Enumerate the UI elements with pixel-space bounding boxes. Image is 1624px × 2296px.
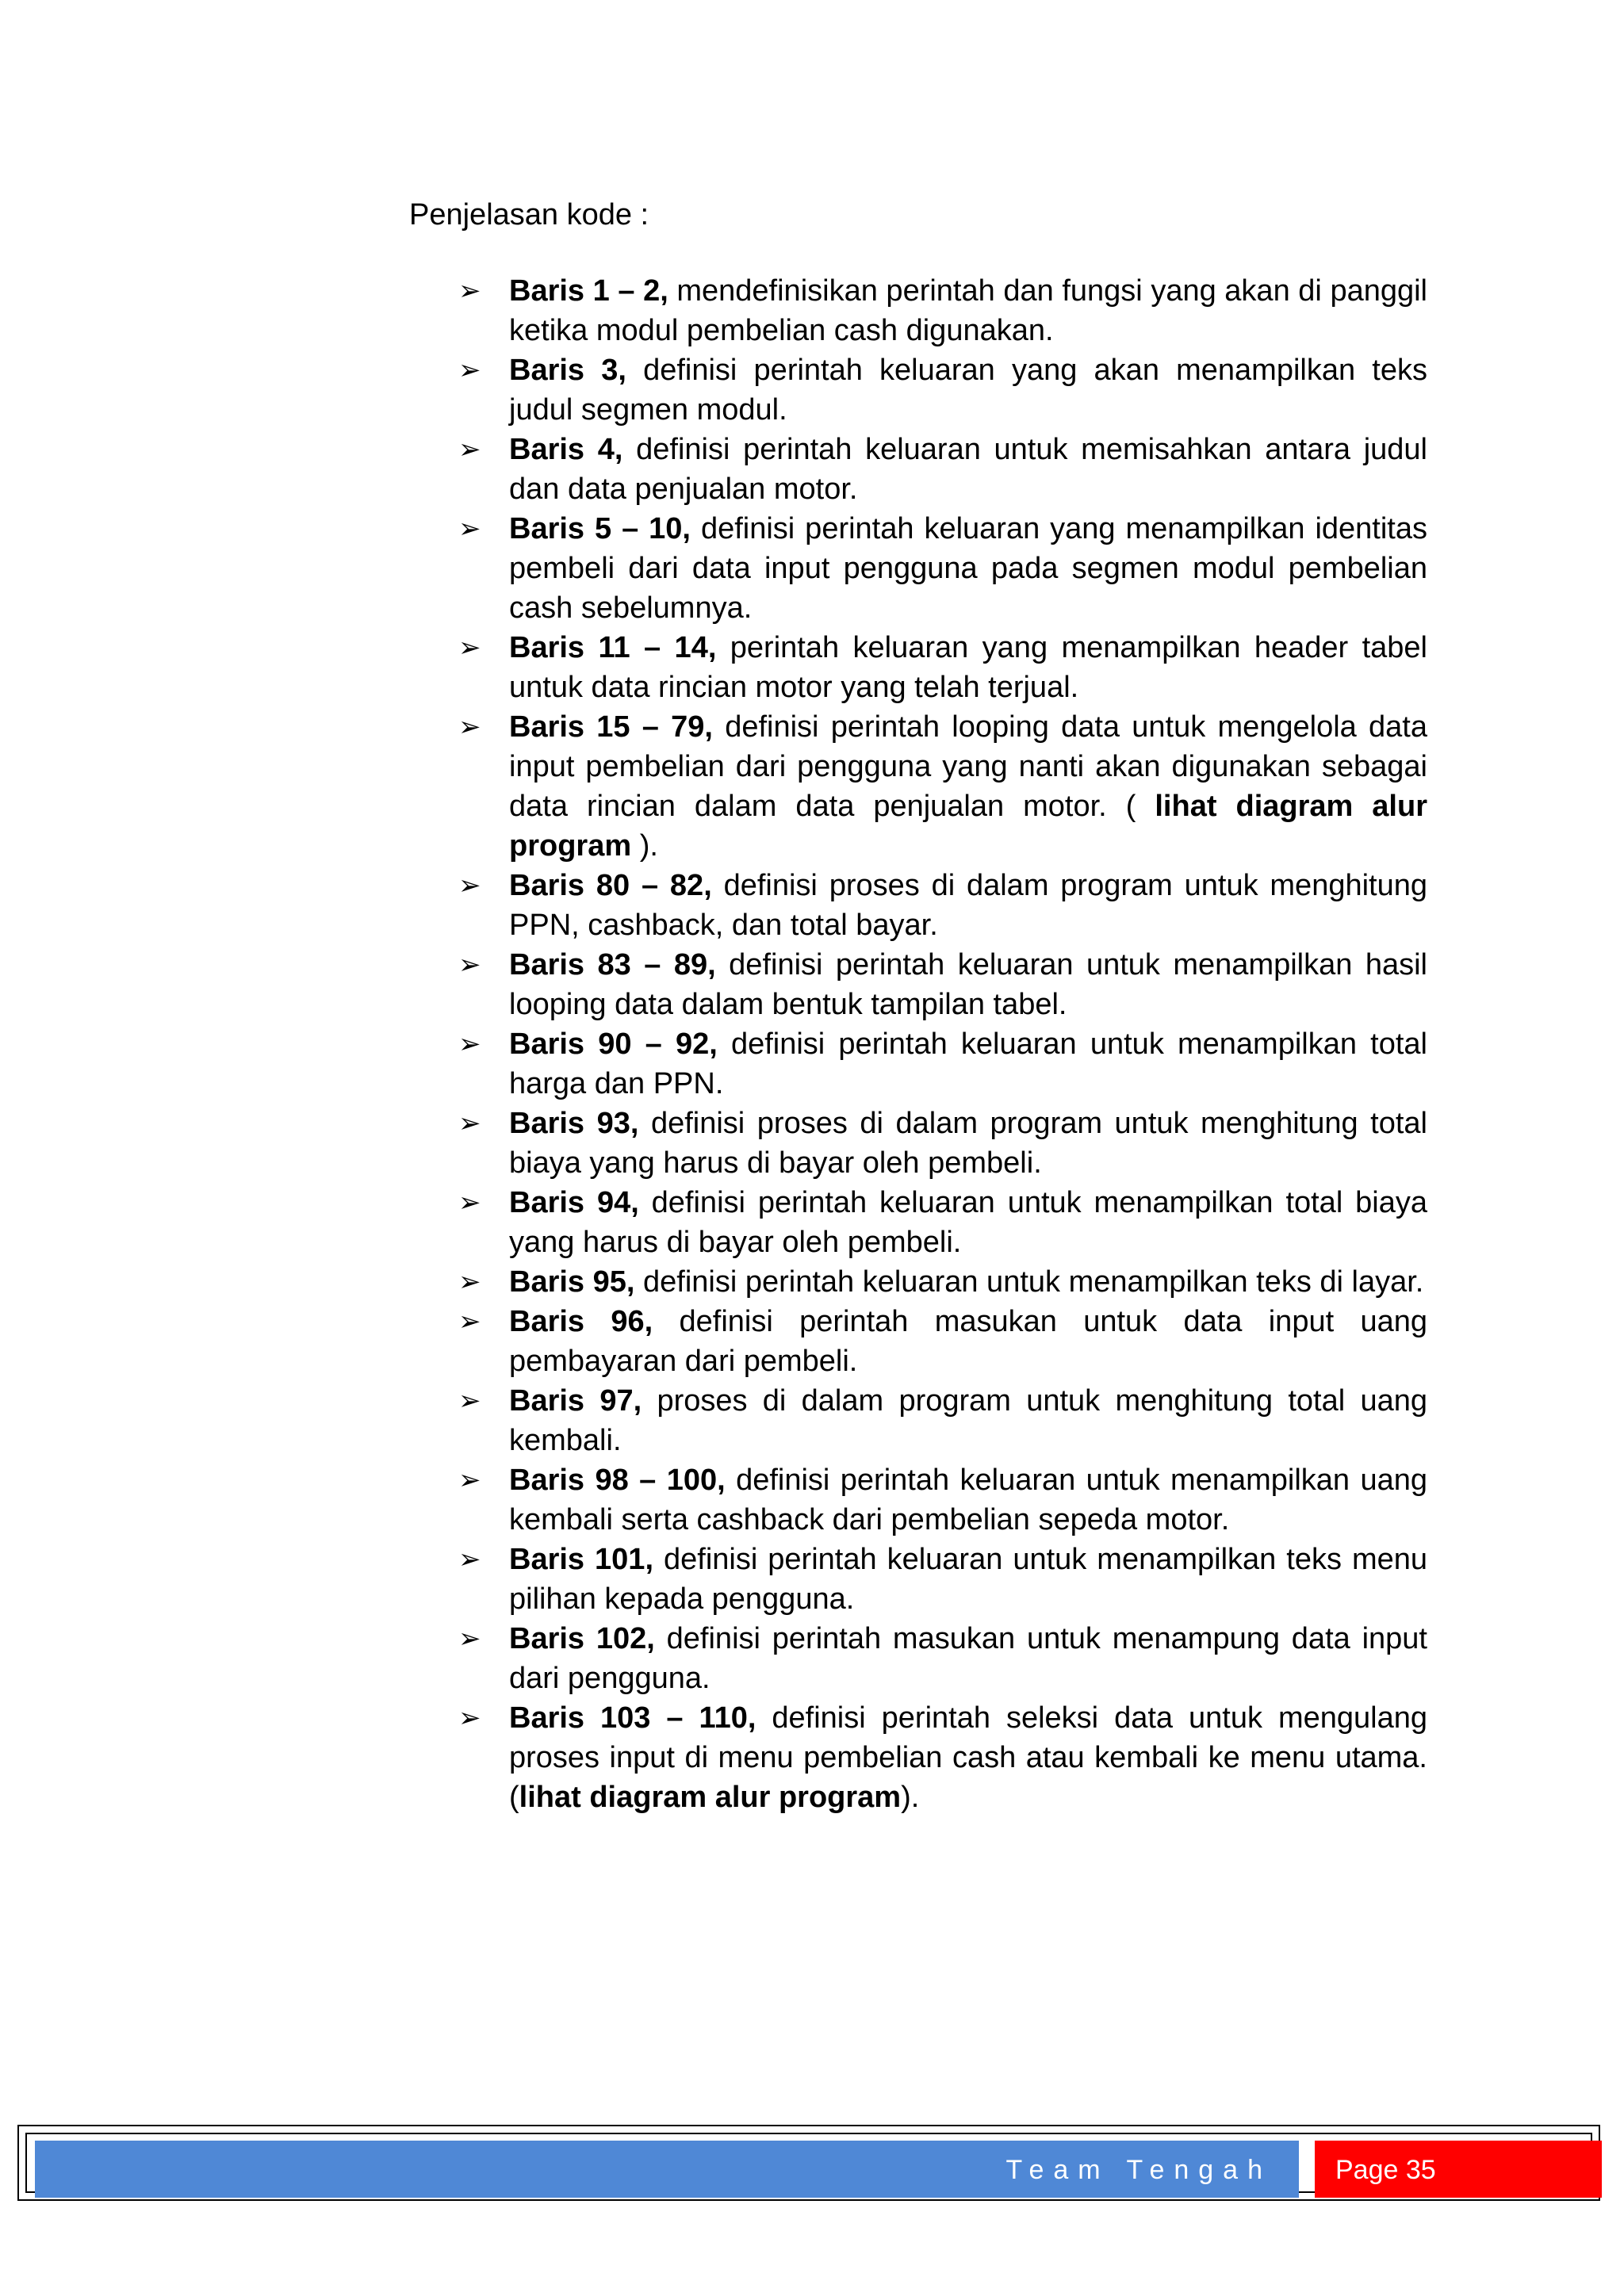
- page-number: Page 35: [1335, 2155, 1436, 2185]
- item-text: definisi perintah keluaran untuk menampilkan teks menu pilihan kepada pengguna.: [509, 1543, 1428, 1616]
- arrow-bullet-icon: ➢: [458, 949, 481, 981]
- arrow-bullet-icon: ➢: [458, 711, 481, 743]
- list-item: [458, 628, 1427, 707]
- item-label: Baris 96,: [509, 1305, 653, 1338]
- arrow-bullet-icon: ➢: [458, 1306, 481, 1337]
- item-label: Baris 3,: [509, 354, 626, 387]
- arrow-bullet-icon: ➢: [458, 1028, 481, 1060]
- intro-heading: Penjelasan kode :: [409, 198, 649, 232]
- item-text: definisi perintah keluaran untuk menampilkan teks di layar.: [634, 1265, 1424, 1299]
- item-label: Baris 4,: [509, 433, 623, 466]
- list-item: [458, 271, 1427, 350]
- item-text: definisi perintah masukan untuk menampung data input dari pengguna.: [509, 1622, 1427, 1695]
- item-label: Baris 97,: [509, 1384, 642, 1418]
- list-item: [458, 945, 1427, 1024]
- item-label: Baris 93,: [509, 1107, 639, 1140]
- item-label: Baris 1 – 2,: [509, 274, 668, 308]
- arrow-bullet-icon: ➢: [458, 1266, 481, 1298]
- item-label: Baris 11 – 14,: [509, 631, 717, 664]
- footer-frame: [25, 2133, 1592, 2193]
- arrow-bullet-icon: ➢: [458, 434, 481, 465]
- item-text: definisi perintah keluaran untuk menampilkan total harga dan PPN.: [509, 1027, 1427, 1100]
- arrow-bullet-icon: ➢: [458, 275, 481, 307]
- item-text: definisi perintah keluaran untuk menampilkan hasil looping data dalam bentuk tampilan tabel.: [509, 948, 1427, 1021]
- item-text: definisi perintah masukan untuk data input uang pembayaran dari pembeli.: [509, 1305, 1427, 1378]
- arrow-bullet-icon: ➢: [458, 354, 481, 386]
- item-label: Baris 102,: [509, 1622, 655, 1655]
- list-item: [458, 430, 1427, 509]
- list-item: [458, 1262, 1427, 1302]
- list-item: [458, 1540, 1427, 1619]
- item-text: definisi perintah keluaran yang akan menampilkan teks judul segmen modul.: [509, 354, 1427, 427]
- item-label: Baris 15 – 79,: [509, 710, 713, 744]
- arrow-bullet-icon: ➢: [458, 1544, 481, 1575]
- item-label: Baris 101,: [509, 1543, 654, 1576]
- item-text: definisi proses di dalam program untuk menghitung total biaya yang harus di bayar oleh pembeli.: [509, 1107, 1427, 1180]
- item-label: Baris 103 – 110,: [509, 1701, 756, 1735]
- item-text: definisi perintah keluaran yang menampilkan identitas pembeli dari data input pengguna pada segmen modul pembelian cash sebelumnya.: [509, 512, 1427, 625]
- item-text-end: ).: [901, 1781, 920, 1814]
- list-item: [458, 1619, 1427, 1698]
- list-item: [458, 1381, 1427, 1460]
- item-label: Baris 83 – 89,: [509, 948, 716, 982]
- list-item: [458, 866, 1427, 945]
- item-text: definisi perintah keluaran untuk memisahkan antara judul dan data penjualan motor.: [509, 433, 1427, 506]
- item-text: perintah keluaran yang menampilkan header tabel untuk data rincian motor yang telah terjual.: [509, 631, 1427, 704]
- item-text-end: ).: [631, 829, 658, 863]
- arrow-bullet-icon: ➢: [458, 513, 481, 545]
- item-reference: lihat diagram alur program: [509, 790, 1427, 863]
- list-item: [458, 350, 1427, 430]
- list-item: [458, 1183, 1427, 1262]
- arrow-bullet-icon: ➢: [458, 1385, 481, 1417]
- list-item: [458, 707, 1427, 866]
- list-item: [458, 509, 1427, 628]
- arrow-bullet-icon: ➢: [458, 1464, 481, 1496]
- item-text: definisi perintah keluaran untuk menampilkan total biaya yang harus di bayar oleh pembeli.: [509, 1186, 1427, 1259]
- arrow-bullet-icon: ➢: [458, 870, 481, 901]
- list-item: [458, 1024, 1427, 1104]
- list-item: [458, 1302, 1427, 1381]
- item-label: Baris 90 – 92,: [509, 1027, 718, 1061]
- arrow-bullet-icon: ➢: [458, 632, 481, 664]
- arrow-bullet-icon: ➢: [458, 1108, 481, 1139]
- item-text: definisi proses di dalam program untuk menghitung PPN, cashback, dan total bayar.: [509, 869, 1427, 942]
- item-label: Baris 95,: [509, 1265, 635, 1299]
- item-text: definisi perintah looping data untuk mengelola data input pembelian dari pengguna yang nanti akan digunakan sebagai data rincian dalam data penjualan motor. (: [509, 710, 1427, 823]
- footer-page-box: [1315, 2141, 1602, 2198]
- item-text: mendefinisikan perintah dan fungsi yang akan di panggil ketika modul pembelian cash digunakan.: [509, 274, 1428, 347]
- list-item: [458, 1698, 1427, 1817]
- item-label: Baris 80 – 82,: [509, 869, 712, 902]
- arrow-bullet-icon: ➢: [458, 1623, 481, 1655]
- footer-team-name: Team Tengah: [1005, 2155, 1272, 2185]
- item-reference: lihat diagram alur program: [519, 1781, 902, 1814]
- arrow-bullet-icon: ➢: [458, 1702, 481, 1734]
- page-footer: [17, 2125, 1600, 2201]
- item-text: definisi perintah keluaran untuk menampilkan uang kembali serta cashback dari pembelian sepeda motor.: [509, 1464, 1427, 1536]
- item-text: proses di dalam program untuk menghitung total uang kembali.: [509, 1384, 1427, 1457]
- item-label: Baris 94,: [509, 1186, 639, 1219]
- explanation-list: [458, 271, 1427, 1817]
- item-label: Baris 5 – 10,: [509, 512, 691, 545]
- item-label: Baris 98 – 100,: [509, 1464, 726, 1497]
- footer-team-band: [35, 2141, 1299, 2198]
- list-item: [458, 1104, 1427, 1183]
- item-text: definisi perintah seleksi data untuk mengulang proses input di menu pembelian cash atau kembali ke menu utama. (: [509, 1701, 1427, 1814]
- arrow-bullet-icon: ➢: [458, 1187, 481, 1219]
- list-item: [458, 1460, 1427, 1540]
